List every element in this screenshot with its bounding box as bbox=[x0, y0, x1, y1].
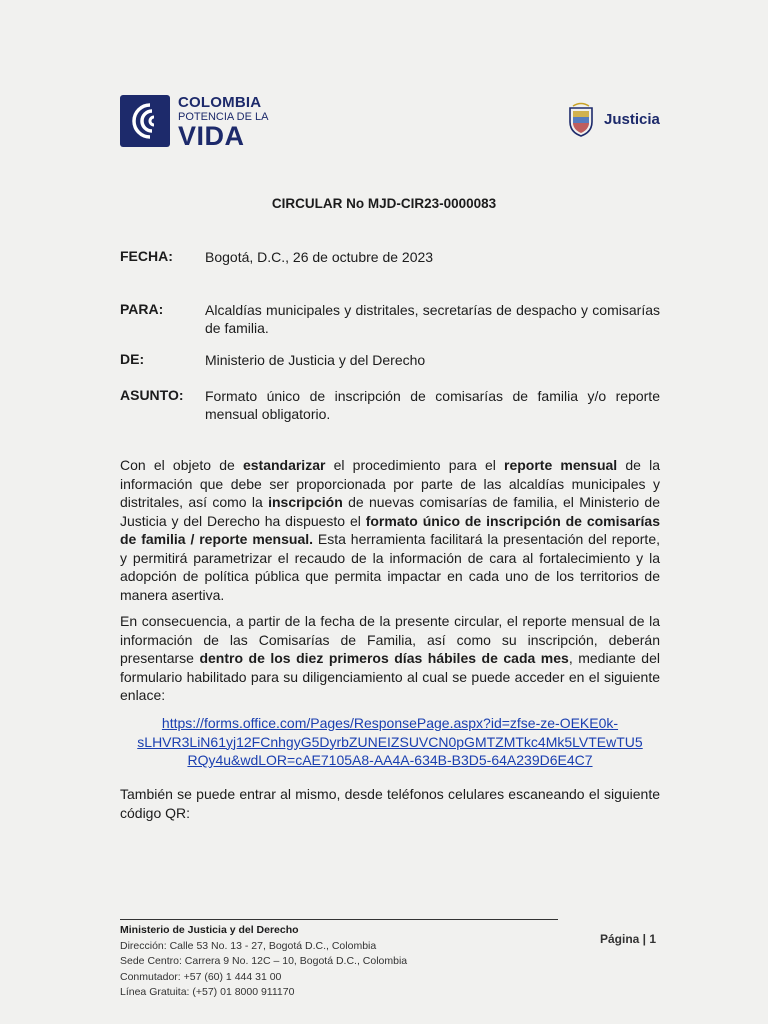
logo-potencia-text: POTENCIA DE LA bbox=[178, 111, 269, 123]
coat-of-arms-icon bbox=[566, 102, 596, 138]
form-link-line-2[interactable]: sLHVR3LiN61yj12FCnhgyG5DyrbZUNEIZSUVCN0pGMTZMTkc4Mk5LVTEwTU5 bbox=[137, 733, 643, 750]
body-paragraph-3: También se puede entrar al mismo, desde teléfonos celulares escaneando el siguiente código QR: bbox=[120, 786, 660, 821]
fecha-label: FECHA: bbox=[120, 248, 173, 264]
footer-direccion: Dirección: Calle 53 No. 13 - 27, Bogotá D.C., Colombia bbox=[120, 939, 377, 952]
footer-divider bbox=[120, 919, 558, 920]
colombia-logo-icon bbox=[120, 95, 170, 147]
de-value: Ministerio de Justicia y del Derecho bbox=[205, 352, 426, 368]
colombia-potencia-logo bbox=[120, 95, 270, 150]
footer-sede: Sede Centro: Carrera 9 No. 12C – 10, Bogotá D.C., Colombia bbox=[120, 955, 408, 967]
form-link-line-1[interactable]: https://forms.office.com/Pages/ResponsePage.aspx?id=zfse-ze-OEKE0k- bbox=[161, 715, 619, 731]
body-paragraph-1: Con el objeto de estandarizar el procedimiento para el reporte mensual de la información que debe ser proporcionada por parte de las alcaldías municipales y distritales, así como la inscripción de nuevas comisarías de familia, el Ministerio de Justicia y del Derecho ha dispuesto el formato único de inscripción de comisarías de familia / reporte mensual. Esta herramienta facilitará la presentación del reporte, y permitirá parametrizar el recaudo de la información de cara al fortalecimiento y la adopción de política pública que permita impactar en cada uno de los territorios de manera asertiva. bbox=[120, 457, 660, 603]
form-link[interactable] bbox=[120, 714, 660, 770]
form-link-line-3[interactable]: RQy4u&wdLOR=cAE7105A8-AA4A-634B-B3D5-64A239D6E4C7 bbox=[187, 752, 593, 768]
fecha-value: Bogotá, D.C., 26 de octubre de 2023 bbox=[205, 249, 434, 265]
footer-ministry-name: Ministerio de Justicia y del Derecho bbox=[120, 924, 299, 936]
para-label: PARA: bbox=[120, 301, 164, 317]
logo-vida-text: VIDA bbox=[178, 121, 245, 151]
justicia-text: Justicia bbox=[604, 111, 660, 128]
asunto-value: Formato único de inscripción de comisarías de familia y/o reporte mensual obligatorio. bbox=[205, 388, 660, 422]
footer-conmutador: Conmutador: +57 (60) 1 444 31 00 bbox=[120, 970, 282, 983]
circular-title: CIRCULAR No MJD-CIR23-0000083 bbox=[271, 196, 497, 211]
asunto-label: ASUNTO: bbox=[120, 387, 184, 403]
footer-address bbox=[120, 923, 407, 1001]
logo-colombia-text: COLOMBIA bbox=[178, 94, 262, 111]
body-paragraph-2: En consecuencia, a partir de la fecha de la presente circular, el reporte mensual de la información de las Comisarías de Familia, así como su inscripción, deberán presentarse dentro de los diez primeros días hábiles de cada mes, mediante del formulario habilitado para su diligenciamiento al cual se puede acceder en el siguiente enlace: bbox=[120, 613, 660, 703]
de-label: DE: bbox=[120, 351, 145, 367]
footer-linea-gratuita: Línea Gratuita: (+57) 01 8000 911170 bbox=[120, 986, 295, 998]
page-number: Página | 1 bbox=[600, 932, 657, 946]
para-value: Alcaldías municipales y distritales, secretarías de despacho y comisarías de familia. bbox=[205, 302, 660, 336]
